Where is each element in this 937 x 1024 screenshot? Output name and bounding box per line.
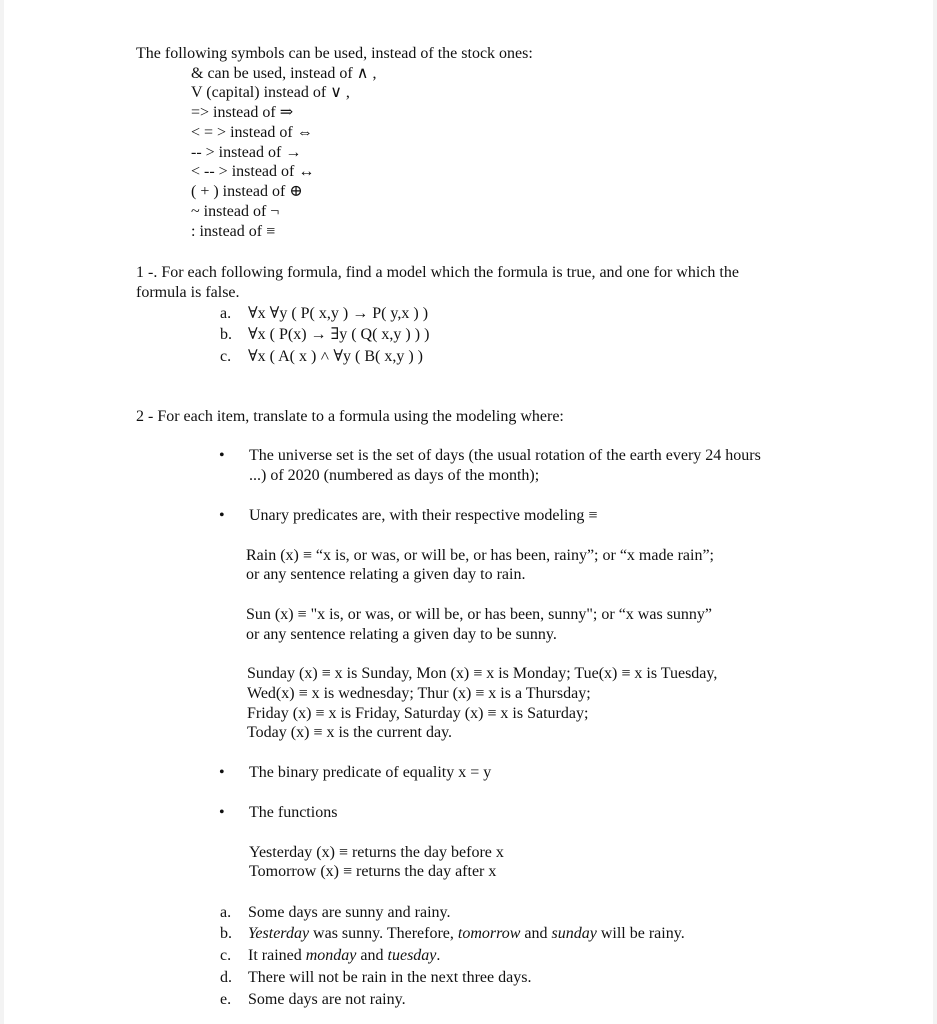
item-text: will be rainy. bbox=[596, 925, 685, 942]
bullet-icon: • bbox=[219, 764, 225, 781]
item-label: d. bbox=[220, 969, 232, 986]
bullet4-text: The functions bbox=[249, 804, 338, 821]
q2-item-a bbox=[220, 903, 450, 923]
days-line3: Friday (x) ≡ x is Friday, Saturday (x) ≡ x is Saturday; bbox=[247, 705, 589, 722]
rain-line1: Rain (x) ≡ “x is, or was, or will be, or has been, rainy”; or “x made rain”; bbox=[246, 547, 714, 564]
bullet3-text: The binary predicate of equality x = y bbox=[249, 764, 492, 781]
days-line2: Wed(x) ≡ x is wednesday; Thur (x) ≡ x is a Thursday; bbox=[247, 685, 591, 702]
item-text: There will not be rain in the next three days. bbox=[248, 969, 532, 986]
q2-item-b bbox=[220, 924, 685, 944]
bullet1-line1: The universe set is the set of days (the usual rotation of the earth every 24 hours bbox=[249, 447, 761, 464]
item-text-italic: tomorrow bbox=[457, 925, 521, 942]
symbol-line: -- > instead of → bbox=[191, 144, 302, 161]
item-text-italic: sunday bbox=[551, 925, 597, 942]
symbol-line: & can be used, instead of ∧ , bbox=[191, 65, 377, 82]
q2-item-e bbox=[220, 990, 406, 1010]
item-text: was sunny. Therefore, bbox=[309, 925, 458, 942]
bullet-icon: • bbox=[219, 507, 225, 524]
symbol-line: => instead of ⇒ bbox=[191, 104, 294, 121]
q1-item-b bbox=[220, 325, 429, 345]
bullet-icon: • bbox=[219, 447, 225, 464]
symbol-line: V (capital) instead of ∨ , bbox=[191, 84, 350, 101]
item-label: b. bbox=[220, 925, 232, 942]
q2-item-c bbox=[220, 946, 440, 966]
symbol-line: < -- > instead of ↔ bbox=[191, 163, 315, 180]
func-line1: Yesterday (x) ≡ returns the day before x bbox=[249, 844, 504, 861]
item-text: It rained bbox=[248, 947, 306, 964]
formula: ∀x ∀y ( P( x,y ) → P( y,x ) ) bbox=[248, 305, 429, 322]
item-text: and bbox=[356, 947, 388, 964]
sun-line1: Sun (x) ≡ "x is, or was, or will be, or has been, sunny"; or “x was sunny” bbox=[246, 606, 713, 623]
item-text: and bbox=[520, 925, 552, 942]
item-text-italic: monday bbox=[305, 947, 357, 964]
q2-heading: 2 - For each item, translate to a formula using the modeling where: bbox=[136, 408, 564, 425]
rain-line2: or any sentence relating a given day to rain. bbox=[246, 566, 526, 583]
item-label: a. bbox=[220, 305, 232, 322]
item-label: b. bbox=[220, 326, 232, 343]
item-label: a. bbox=[220, 904, 232, 921]
symbol-line: < = > instead of ⇔ bbox=[191, 124, 313, 141]
days-line1: Sunday (x) ≡ x is Sunday, Mon (x) ≡ x is Monday; Tue(x) ≡ x is Tuesday, bbox=[247, 665, 718, 682]
q1-item-c bbox=[220, 347, 423, 367]
func-line2: Tomorrow (x) ≡ returns the day after x bbox=[249, 863, 497, 880]
bullet2-text: Unary predicates are, with their respective modeling ≡ bbox=[249, 507, 598, 524]
sun-line2: or any sentence relating a given day to be sunny. bbox=[246, 626, 557, 643]
item-label: e. bbox=[220, 991, 232, 1008]
symbol-line: ~ instead of ¬ bbox=[191, 203, 280, 220]
item-label: c. bbox=[220, 348, 232, 365]
symbol-line: ( + ) instead of ⊕ bbox=[191, 183, 303, 200]
bullet1-line2: ...) of 2020 (numbered as days of the month); bbox=[249, 467, 540, 484]
bullet-icon: • bbox=[219, 804, 225, 821]
item-text: Some days are sunny and rainy. bbox=[248, 904, 451, 921]
q1-item-a bbox=[220, 304, 428, 324]
item-text: . bbox=[436, 947, 441, 964]
item-text-italic: Yesterday bbox=[248, 925, 310, 942]
q1-line1: 1 -. For each following formula, find a model which the formula is true, and one for which the bbox=[136, 264, 739, 281]
formula: ∀x ( A( x ) ˄ ∀y ( B( x,y ) ) bbox=[248, 348, 423, 365]
formula: ∀x ( P(x) → ∃y ( Q( x,y ) ) ) bbox=[248, 326, 430, 343]
symbol-line: : instead of ≡ bbox=[191, 223, 276, 240]
q2-item-d bbox=[220, 968, 531, 988]
intro-heading: The following symbols can be used, instead of the stock ones: bbox=[136, 45, 533, 62]
item-label: c. bbox=[220, 947, 232, 964]
q1-line2: formula is false. bbox=[136, 284, 240, 301]
item-text-italic: tuesday bbox=[387, 947, 437, 964]
item-text: Some days are not rainy. bbox=[248, 991, 406, 1008]
days-line4: Today (x) ≡ x is the current day. bbox=[247, 724, 453, 741]
document-page bbox=[4, 0, 933, 1024]
